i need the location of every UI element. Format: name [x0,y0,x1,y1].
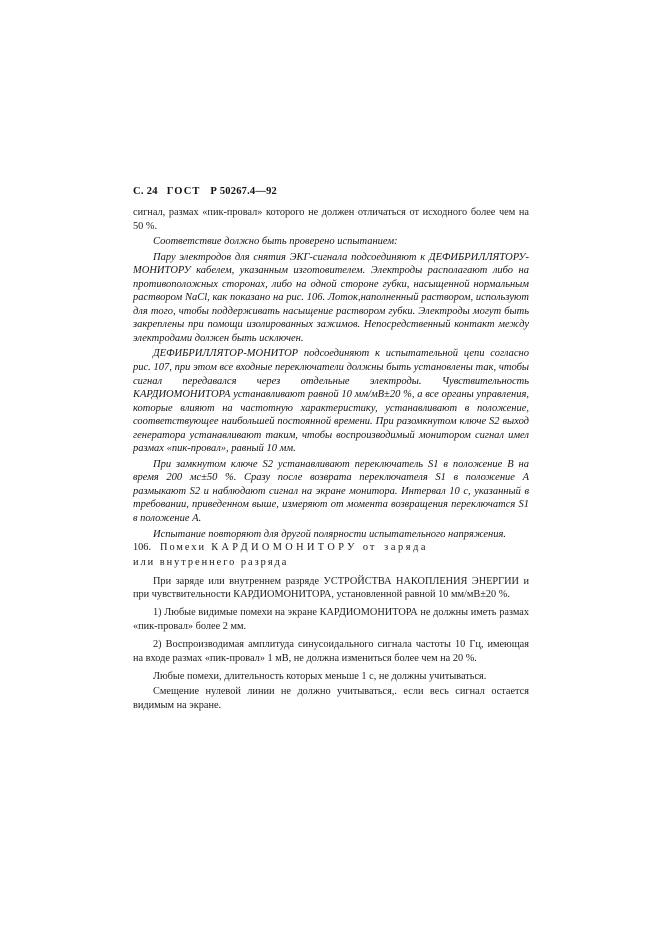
clause-heading-word-kardiomonitoru: КАРДИОМОНИТОРУ [211,542,358,554]
paragraph-conformance: Соответствие должно быть проверено испытанием: [153,236,398,248]
running-header [133,186,529,197]
standard-name: ГОСТ [166,186,201,197]
paragraph-signal-continuation: сигнал, размах «пик-провал» которого не должен отличаться от исходного более чем на 50 %. [133,207,529,232]
paragraph-electrode-pair: Пару электродов для снятия ЭКГ-сигнала подсоединяют к ДЕФИБРИЛЛЯТОРУ-МОНИТОРУ кабелем, указанным изготовителем. Электроды располагают либо на противоположных сторонах, либо на одной стороне губки, насыщенной нормальным раствором NaCl, как показано на рис. 106. Лоток,наполненный раствором, используют для того, чтобы поддерживать насыщение раствором губки. Электроды могут быть закреплены при помощи изолированных зажимов. Непосредственный контакт между электродами должен быть исключен. [133,251,529,344]
paragraph-baseline-shift: Смещение нулевой линии не должно учитываться,. если весь сигнал остается видимым на экране. [133,686,529,711]
paragraph-switch-s2: При замкнутом ключе S2 устанавливают переключатель S1 в положение В на время 200 мс±50 %. Сразу после возврата переключателя S1 в положение А размыкают S2 и наблюдают сигнал на экране монитора. Интервал 10 с, указанный в требовании, приведенном выше, измеряют от момента возвращения переключатся S1 в положение А. [133,458,529,525]
paragraph-item-1: 1) Любые видимые помехи на экране КАРДИОМОНИТОРА не должны иметь размах «пик-провал» более 2 мм. [133,607,529,632]
paragraph-short-noise: Любые помехи, длительность которых меньше 1 с, не должны учитываться. [153,670,487,682]
paragraph-repeat-polarity: Испытание повторяют для другой полярности испытательного напряжения. [153,528,506,540]
body-text-column [133,206,529,712]
paragraph-defib-monitor-setup: ДЕФИБРИЛЛЯТОР-МОНИТОР подсоединяют к испытательной цепи согласно рис. 107, при этом все входные переключатели должны быть установлены так, чтобы сигнал передавался через отдельные электроды. Чувствительность КАРДИОМОНИТОРА устанавливают равной 10 мм/мВ±20 %, а все органы управления, которые влияют на частотную характеристику, устанавливают в положение, соответствующее наибольшей постоянной времени. При разомкнутом ключе S2 выход генератора устанавливают таким, чтобы воспроизводимый монитором сигнал имел размах «пик-провал», равный 10 мм. [133,348,529,455]
clause-heading-line2: или внутреннего разряда [133,556,289,568]
clause-heading-word-ot: от [362,542,377,554]
paragraph-charge-discharge: При заряде или внутреннем разряде УСТРОЙСТВА НАКОПЛЕНИЯ ЭНЕРГИИ и при чувствительности КАРДИОМОНИТОРА, установленной равной 10 мм/мВ±20 %. [133,575,529,601]
page-number: С. 24 [133,186,158,197]
standard-designation: Р 50267.4—92 [210,186,277,197]
clause-heading-word-pomehi: Помехи [160,542,207,554]
clause-heading-106 [133,541,529,570]
paragraph-item-2: 2) Воспроизводимая амплитуда синусоидального сигнала частоты 10 Гц, имеющая на входе размах «пик-провал» 1 мВ, не должна измениться более чем на 20 %. [133,639,529,664]
clause-number: 106. [133,542,152,554]
clause-heading-word-zaryada: заряда [384,542,429,554]
